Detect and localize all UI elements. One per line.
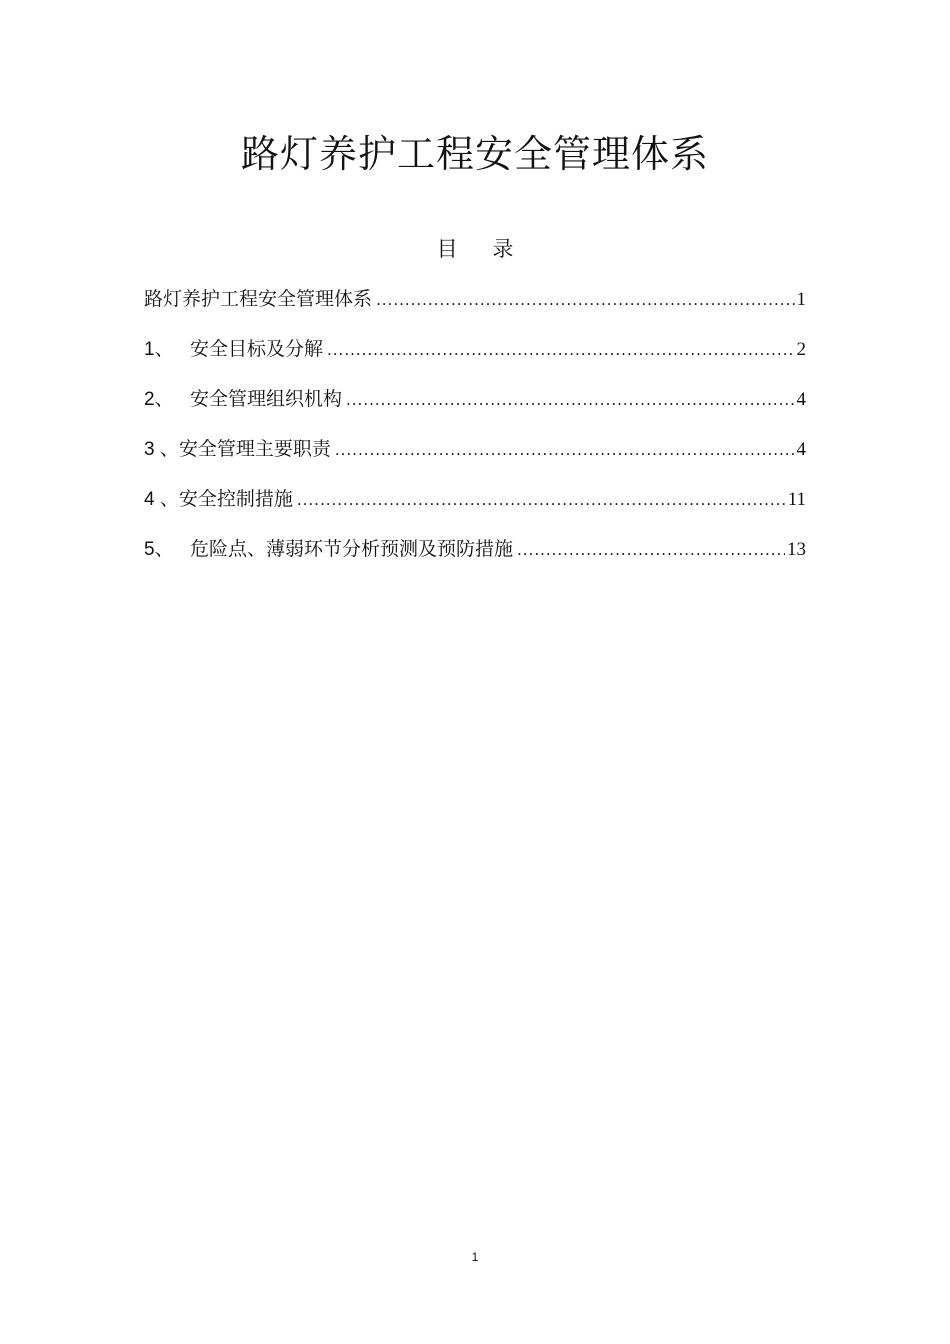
document-title: 路灯养护工程安全管理体系 xyxy=(240,132,709,176)
toc-entry[interactable] xyxy=(144,534,806,584)
toc-entry-page: 4 xyxy=(796,389,806,410)
toc-entry-label: 安全控制措施 xyxy=(178,488,293,510)
toc-entry-number: 4 、 xyxy=(144,489,179,510)
toc-entry-number: 2、 xyxy=(144,389,174,410)
toc-entry[interactable] xyxy=(144,484,806,534)
toc-entry-label: 安全管理组织机构 xyxy=(190,388,343,410)
toc-dot-leader xyxy=(376,285,794,315)
toc-entry-page: 4 xyxy=(796,439,806,460)
toc-entry[interactable] xyxy=(144,334,806,384)
toc-entry-label: 危险点、薄弱环节分析预测及预防措施 xyxy=(190,538,514,560)
toc-entry-label: 安全管理主要职责 xyxy=(178,438,331,460)
toc-entry-page: 2 xyxy=(796,339,806,360)
toc-entry-page: 13 xyxy=(787,539,806,560)
toc-entry[interactable] xyxy=(144,384,806,434)
toc-entry-label: 安全目标及分解 xyxy=(190,338,324,360)
toc-entry-page: 1 xyxy=(796,289,806,310)
toc-dot-leader xyxy=(335,435,795,465)
toc-entry-number: 3 、 xyxy=(144,439,179,460)
toc-dot-leader xyxy=(327,335,794,365)
toc-entry-page: 11 xyxy=(787,489,806,510)
table-of-contents xyxy=(144,284,806,584)
toc-dot-leader xyxy=(517,535,785,565)
toc-dot-leader xyxy=(346,385,794,415)
toc-entry-number: 5、 xyxy=(144,539,174,560)
toc-entry-number: 1、 xyxy=(144,339,174,360)
toc-dot-leader xyxy=(297,485,786,515)
toc-entry[interactable] xyxy=(144,434,806,484)
page-number: 1 xyxy=(471,1250,479,1264)
toc-entry-label: 路灯养护工程安全管理体系 xyxy=(144,288,373,310)
toc-entry[interactable] xyxy=(144,284,806,334)
toc-heading: 目 录 xyxy=(436,237,528,261)
